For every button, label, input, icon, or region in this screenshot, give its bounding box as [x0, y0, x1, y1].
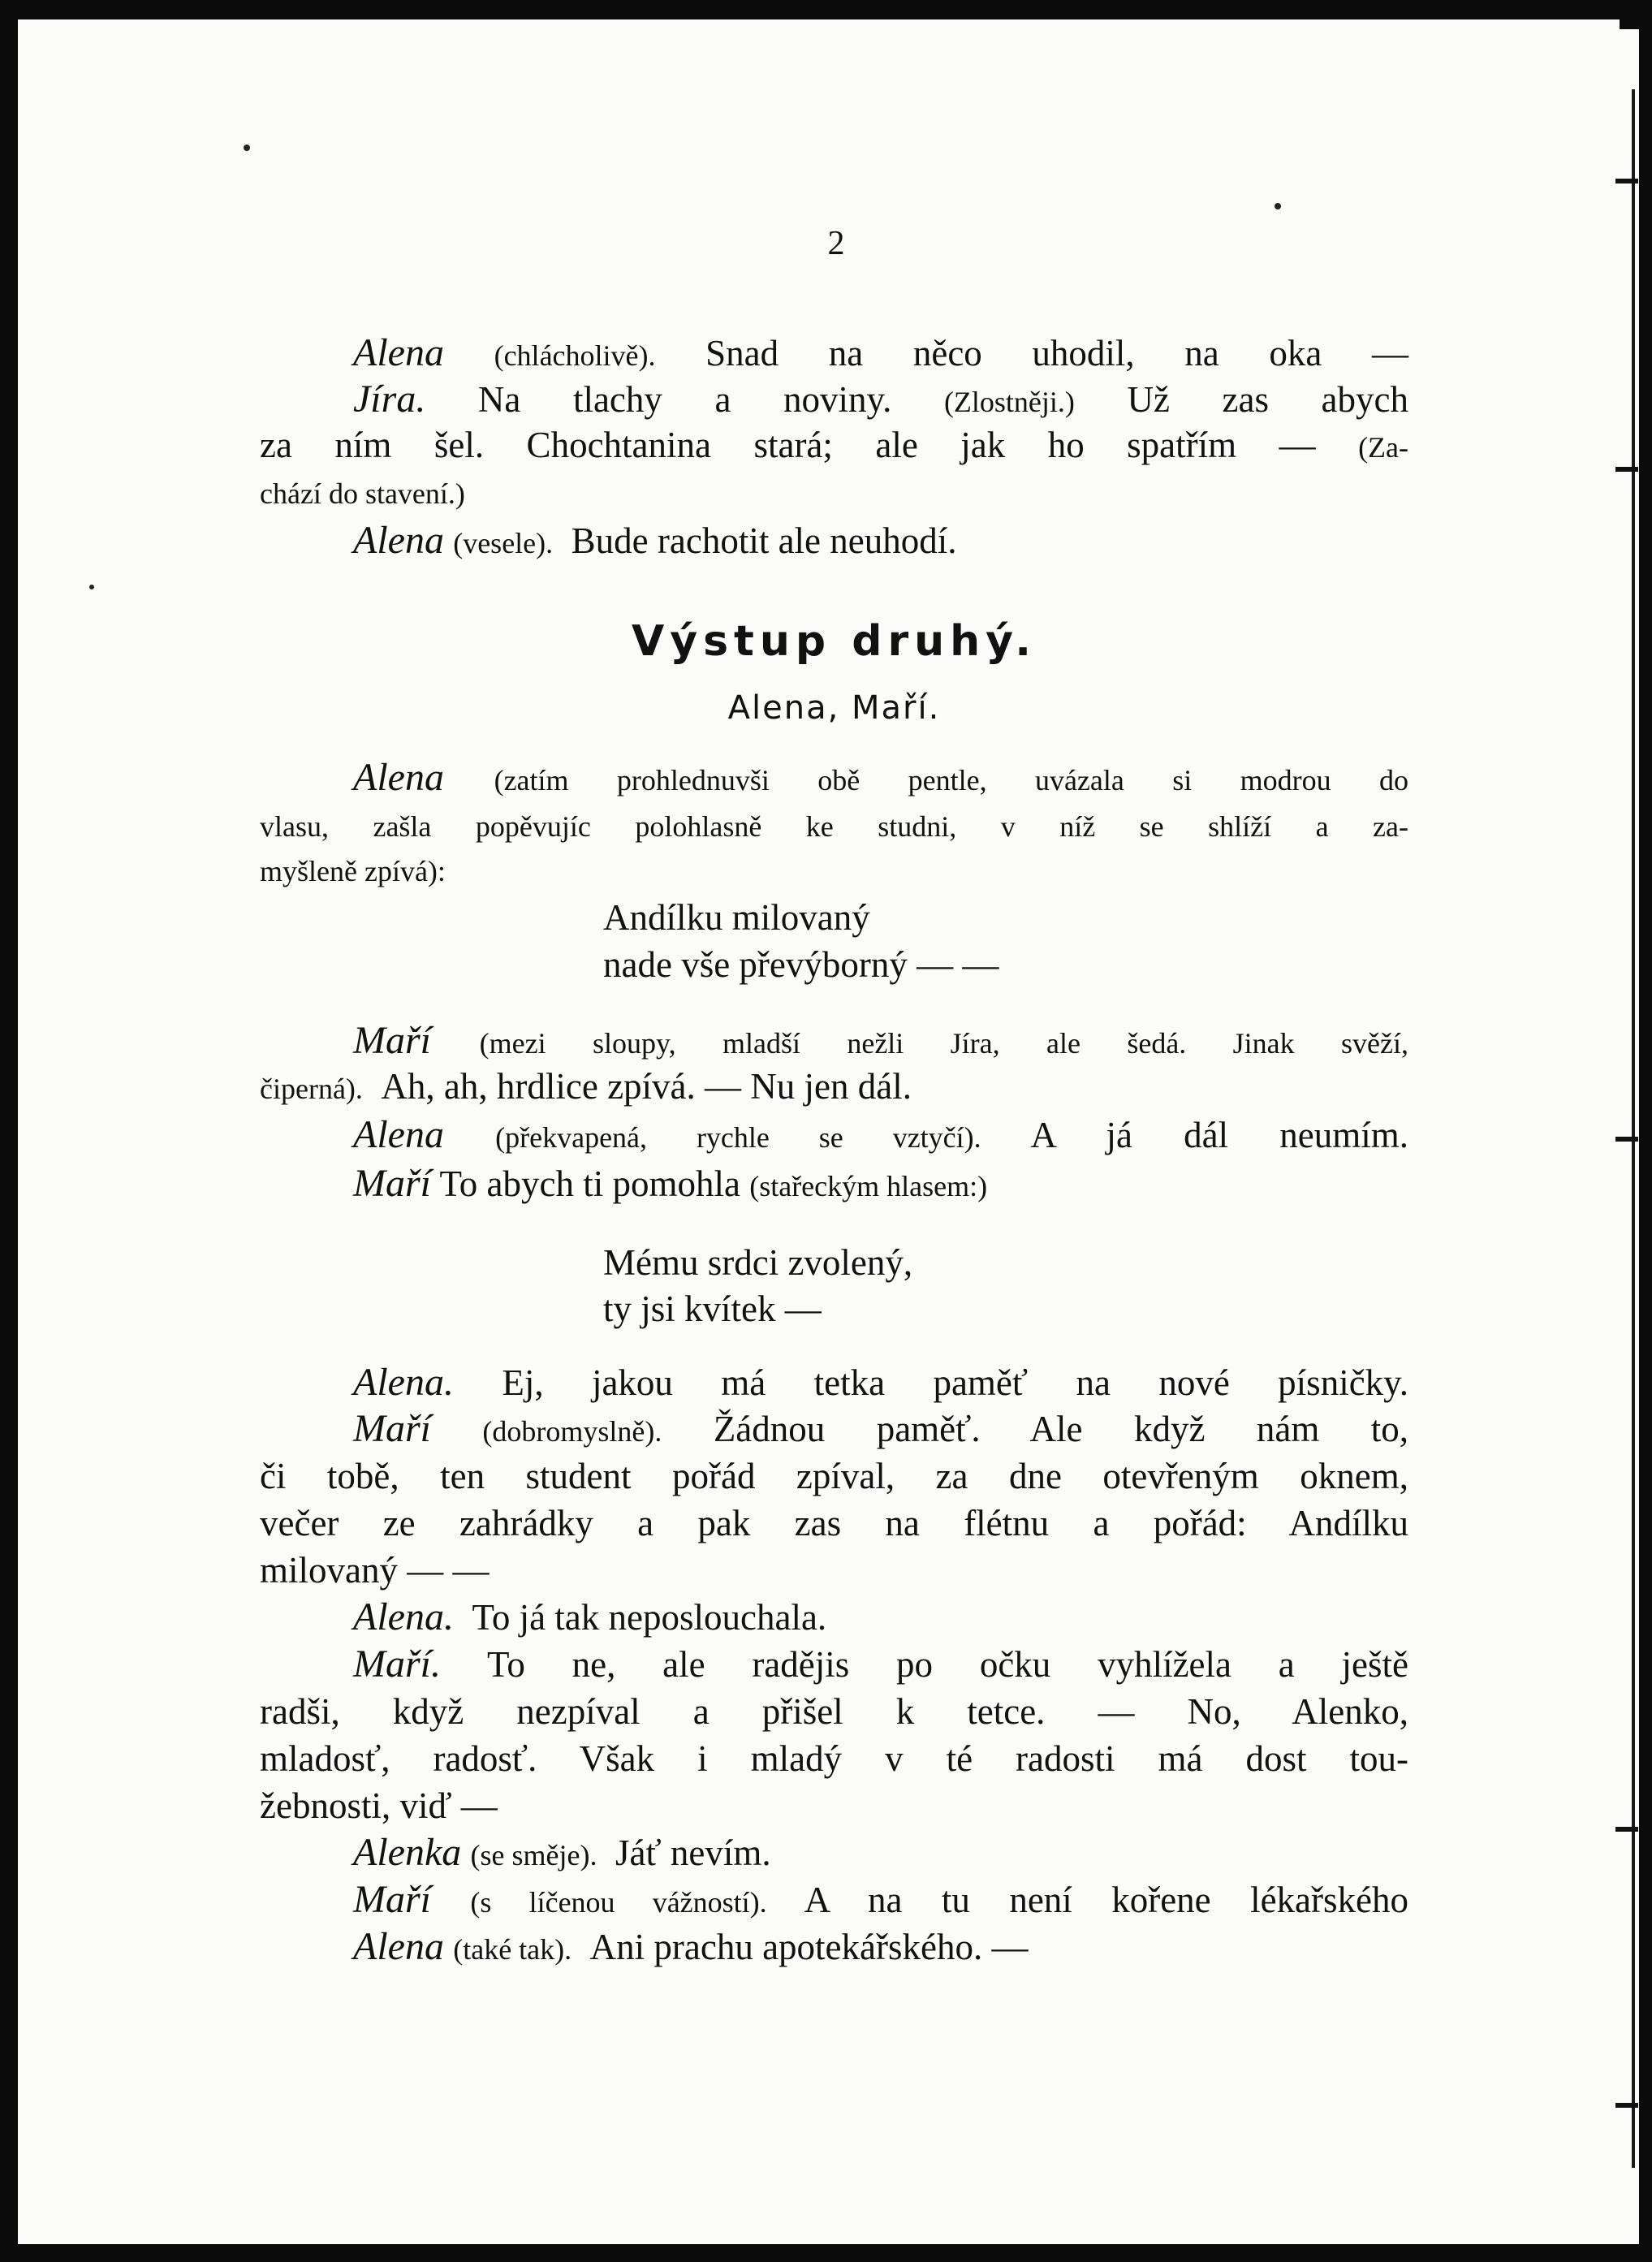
dialogue-line — [260, 844, 1408, 893]
speaker-name: Alena — [353, 519, 444, 562]
stage-direction: (také tak). — [453, 1933, 572, 1966]
speaker-name: Alena — [353, 1113, 444, 1156]
dialogue-line: či tobě, ten student pořád zpíval, za dne otevřeným oknem, — [260, 1456, 1408, 1496]
verse-line: ty jsi kvítek — — [603, 1289, 822, 1329]
dialogue-text: Jáť nevím. — [615, 1832, 771, 1873]
dialogue-text: A na tu není kořene lékařského — [804, 1880, 1408, 1920]
page-number: 2 — [827, 225, 845, 262]
speaker-name: Maří — [353, 1019, 431, 1062]
speaker-name: Alenka — [353, 1831, 462, 1874]
scene-heading: Výstup druhý. — [631, 617, 1037, 666]
speaker-name: Maří — [353, 1162, 431, 1205]
stage-direction: (chlácholivě). — [494, 339, 656, 372]
stage-direction: (Za- — [1358, 431, 1409, 464]
speaker-name: Maří — [353, 1407, 431, 1450]
scan-speck — [89, 585, 94, 589]
binding-mark — [1615, 179, 1638, 183]
scan-speck — [1275, 203, 1281, 209]
dialogue-line — [260, 1062, 1408, 1111]
speaker-name: Alena — [353, 331, 444, 374]
dialogue-text: Na tlachy a noviny. — [477, 379, 892, 420]
scan-edge-right — [1639, 0, 1652, 2262]
dialogue-line — [353, 1358, 1408, 1407]
dialogue-line — [353, 1017, 1408, 1065]
scan-speck — [244, 145, 250, 151]
dialogue-line — [260, 421, 1408, 469]
dialogue-line — [353, 753, 1408, 802]
verse-line: Mému srdci zvolený, — [603, 1242, 913, 1283]
dialogue-text: To abych ti pomohla — [439, 1163, 740, 1204]
dialogue-line — [353, 1111, 1408, 1159]
dialogue-line — [353, 516, 1408, 565]
speaker-name: Alena — [353, 1925, 444, 1968]
dialogue-line — [353, 1593, 1408, 1642]
dialogue-text: To já tak neposlouchala. — [472, 1597, 827, 1638]
stage-direction: (mezi sloupy, mladší nežli Jíra, ale šedá. Jinak svěží, — [479, 1027, 1408, 1060]
dialogue-text: Snad na něco uhodil, na oka — — [705, 333, 1408, 373]
dialogue-line — [353, 1923, 1408, 1971]
dialogue-line — [260, 467, 1408, 516]
stage-direction: chází do stavení.) — [260, 477, 465, 510]
stage-direction: (překvapená, rychle se vztyčí). — [495, 1121, 981, 1154]
speaker-name: Maří. — [353, 1643, 441, 1686]
scan-edge-top-inner — [16, 19, 1620, 34]
binding-line — [1632, 89, 1635, 2168]
stage-direction: čiperná). — [260, 1073, 363, 1105]
stage-direction: (zatím prohlednuvši obě pentle, uvázala si modrou do — [494, 764, 1408, 796]
dialogue-line — [353, 1159, 1408, 1208]
scan-edge-bottom — [0, 2244, 1652, 2262]
stage-direction: (s líčenou vážností). — [470, 1886, 767, 1919]
stage-direction: vlasu, zašla popěvujíc polohlasně ke studni, v níž se shlíží a za- — [260, 810, 1408, 843]
dialogue-text: A já dál neumím. — [1030, 1115, 1408, 1155]
dialogue-line — [260, 800, 1408, 848]
dialogue-text: Žádnou paměť. Ale když nám to, — [713, 1409, 1408, 1449]
dialogue-line — [353, 1876, 1408, 1924]
dialogue-text: za ním šel. Chochtanina stará; ale jak ho spatřím — — [260, 425, 1316, 465]
dialogue-line: mladosť, radosť. Však i mladý v té radosti má dost tou- — [260, 1738, 1408, 1779]
stage-direction: (Zlostněji.) — [943, 386, 1075, 418]
verse-line: nade vše převýborný — — — [603, 944, 999, 985]
binding-mark — [1615, 1827, 1638, 1832]
dialogue-line: radši, když nezpíval a přišel k tetce. — No, Alenko, — [260, 1691, 1408, 1732]
dialogue-text: Ah, ah, hrdlice zpívá. — Nu jen dál. — [381, 1066, 912, 1107]
speaker-name: Alena — [353, 756, 444, 799]
stage-direction: (stařeckým hlasem:) — [749, 1170, 988, 1202]
dialogue-line: večer ze zahrádky a pak zas na flétnu a pořád: Andílku — [260, 1503, 1408, 1543]
dialogue-line: milovaný — — — [260, 1550, 490, 1591]
dialogue-text: To ne, ale radějis po očku vyhlížela a ještě — [486, 1644, 1408, 1685]
stage-direction: (dobromyslně). — [482, 1415, 662, 1448]
scan-edge-left — [0, 0, 18, 2262]
speaker-name: Alena. — [353, 1595, 454, 1638]
stage-direction: (vesele). — [453, 527, 554, 559]
binding-mark — [1615, 1137, 1638, 1142]
stage-direction: (se směje). — [470, 1839, 597, 1871]
dialogue-text: Bude rachotit ale neuhodí. — [571, 520, 957, 561]
dialogue-line: žebnosti, viď — — [260, 1785, 498, 1826]
dialogue-line — [353, 1405, 1408, 1453]
dialogue-line — [353, 1640, 1408, 1689]
speaker-name: Alena. — [353, 1361, 454, 1404]
speaker-name: Maří — [353, 1878, 431, 1921]
dialogue-line — [353, 1828, 1408, 1877]
stage-direction: myšleně zpívá): — [260, 855, 446, 887]
speaker-name: Jíra. — [353, 378, 426, 421]
dialogue-line — [353, 329, 1408, 378]
dialogue-line — [353, 375, 1408, 424]
dialogue-text: Ani prachu apotekářského. — — [589, 1927, 1029, 1967]
dialogue-text: Ej, jakou má tetka paměť na nové písničky. — [502, 1362, 1408, 1403]
binding-mark — [1615, 2103, 1638, 2108]
binding-mark — [1615, 467, 1638, 472]
dialogue-text: Už zas abych — [1127, 379, 1409, 420]
scene-characters: Alena, Maří. — [727, 689, 941, 727]
verse-line: Andílku milovaný — [603, 897, 870, 938]
